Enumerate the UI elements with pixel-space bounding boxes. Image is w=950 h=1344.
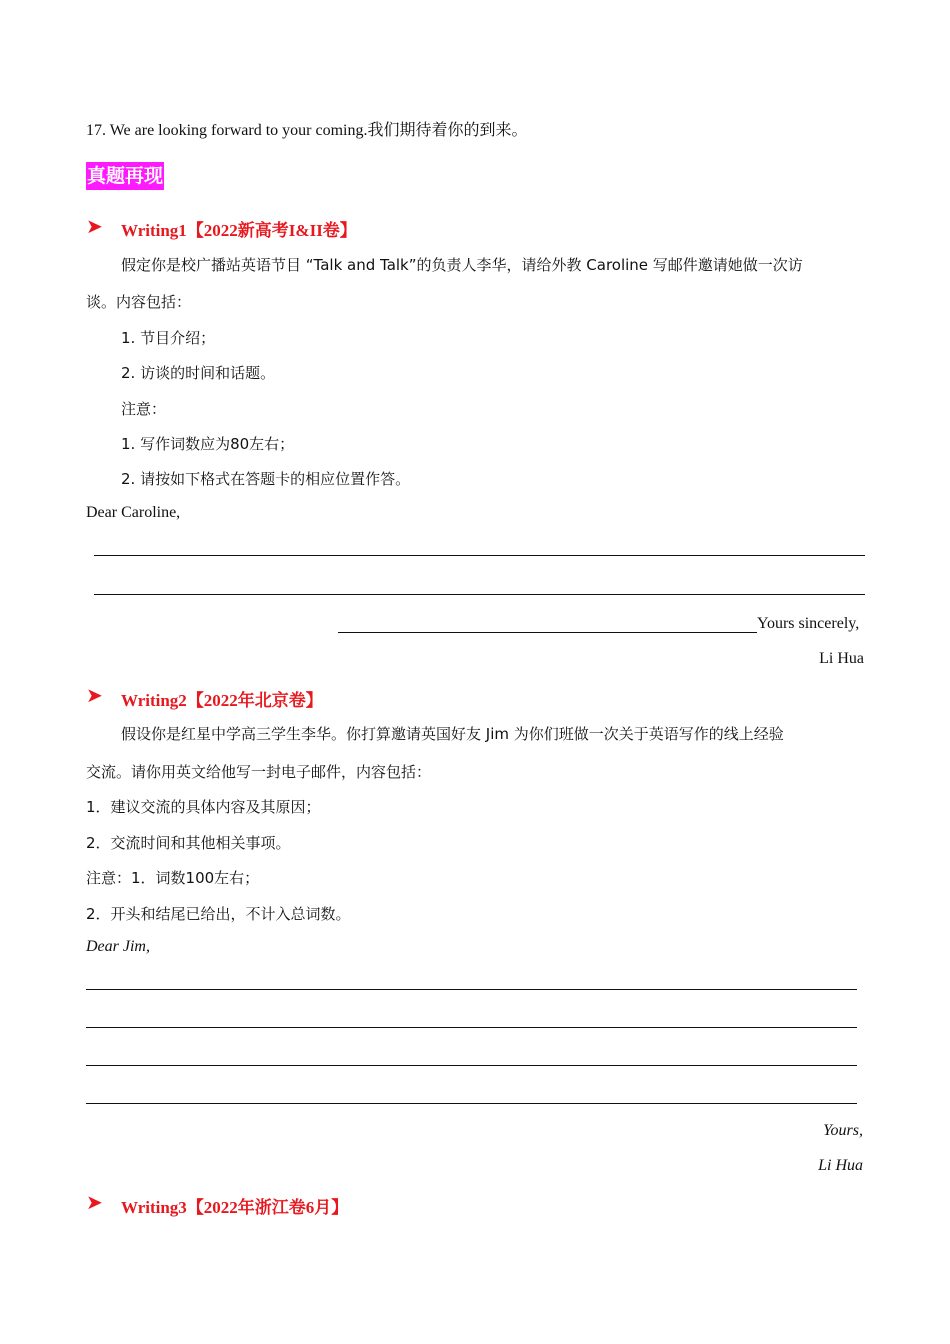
writing1-note-label: 注意：: [121, 400, 167, 418]
writing1-answer-line-3: [338, 632, 757, 633]
writing3-heading: Writing3【2022年浙江卷6月】: [121, 1198, 349, 1217]
section-tag: 真题再现: [86, 162, 164, 190]
item-17-text: 17. We are looking forward to your coming.我们期待着你的到来。: [86, 122, 528, 139]
writing1-point1: 1. 节目介绍；: [121, 329, 216, 347]
arrow-bullet-icon: ➤: [86, 1192, 103, 1214]
writing2-answer-line-3: [86, 1065, 857, 1066]
writing1-closing: Yours sincerely,: [757, 615, 860, 632]
writing2-greeting: Dear Jim,: [86, 938, 150, 955]
writing2-signature: Li Hua: [818, 1157, 863, 1174]
writing2-prompt-line2: 交流。请你用英文给他写一封电子邮件，内容包括：: [86, 763, 432, 781]
writing2-prompt-line1: 假设你是红星中学高三学生李华。你打算邀请英国好友 Jim 为你们班做一次关于英语写作的线上经验: [121, 725, 784, 743]
writing1-point2: 2. 访谈的时间和话题。: [121, 364, 276, 382]
writing1-note2: 2. 请按如下格式在答题卡的相应位置作答。: [121, 470, 411, 488]
writing2-answer-line-1: [86, 989, 857, 990]
writing1-answer-line-1: [94, 555, 865, 556]
writing2-point1: 1．建议交流的具体内容及其原因；: [86, 798, 321, 816]
writing2-heading: Writing2【2022年北京卷】: [121, 691, 323, 710]
writing2-answer-line-4: [86, 1103, 857, 1104]
writing1-note1: 1. 写作词数应为80左右；: [121, 435, 295, 453]
writing1-prompt-line1: 假定你是校广播站英语节目 “Talk and Talk”的负责人李华，请给外教 Caroline 写邮件邀请她做一次访: [121, 256, 803, 274]
writing1-signature: Li Hua: [819, 650, 864, 667]
writing1-prompt-line2: 谈。内容包括：: [86, 293, 192, 311]
writing1-greeting: Dear Caroline,: [86, 504, 181, 521]
writing2-note1: 注意：1．词数100左右；: [86, 869, 260, 887]
writing2-point2: 2．交流时间和其他相关事项。: [86, 834, 291, 852]
writing1-answer-line-2: [94, 594, 865, 595]
writing2-closing: Yours,: [823, 1122, 863, 1139]
writing2-note2: 2．开头和结尾已给出，不计入总词数。: [86, 905, 351, 923]
writing1-heading: Writing1【2022新高考I&II卷】: [121, 221, 357, 240]
arrow-bullet-icon: ➤: [86, 216, 103, 238]
writing2-answer-line-2: [86, 1027, 857, 1028]
arrow-bullet-icon: ➤: [86, 685, 103, 707]
